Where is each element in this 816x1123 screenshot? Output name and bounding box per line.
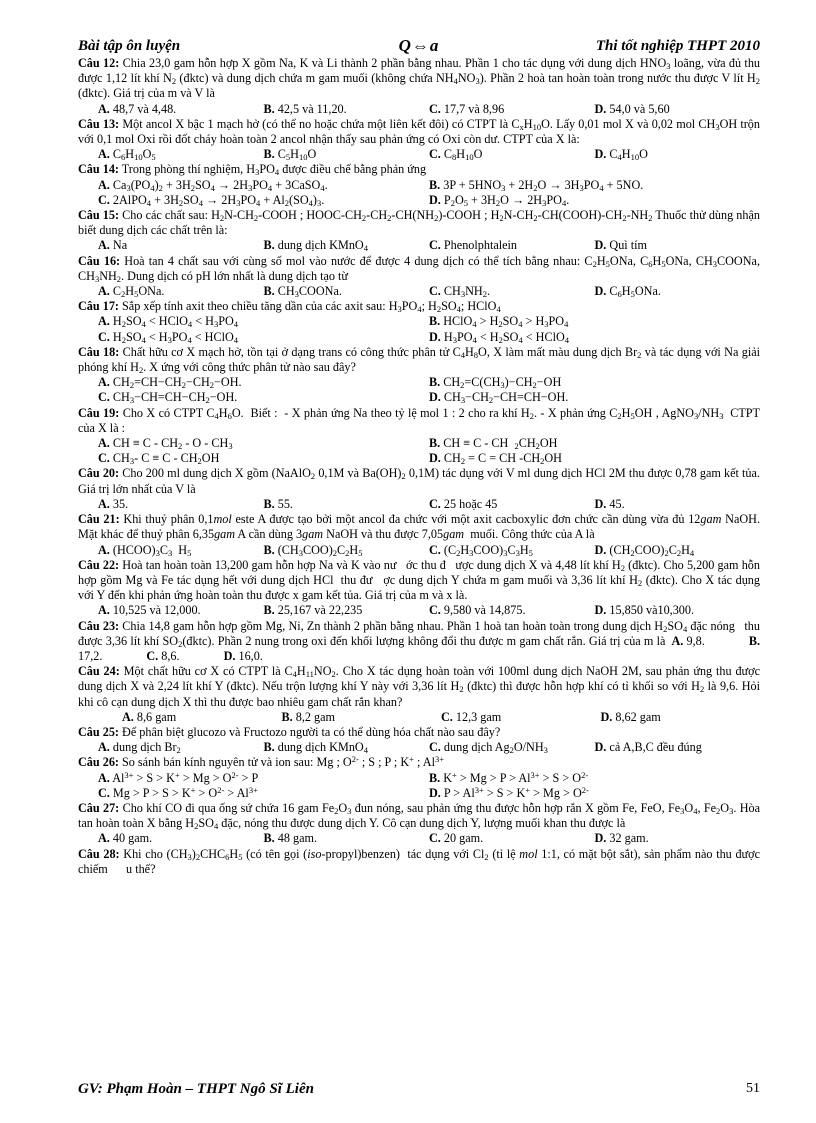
answer-option: D. $(CH_2COO)_2C_2H_4$ [594, 542, 695, 558]
answer-option: C. 17,7 và 8,96 [429, 101, 505, 116]
question-list [78, 56, 760, 877]
answer-option: B. $CH_3COONa$. [263, 284, 342, 300]
question-stem [78, 162, 760, 177]
answer-option: A. 8,6 gam [122, 709, 177, 724]
question-number: Câu 22: [78, 557, 120, 572]
answer-option: D. 45. [594, 496, 625, 511]
answer-option: C. $Mg > P > S > K^+ > O^{2-} > Al^{3+}$ [98, 784, 258, 800]
question-text: Hoà tan 4 chất sau với cùng số mol vào nước để được 4 dung dịch có thể tích bằng nhau: $C_2H_5ONa$, $C_6H_5ONa$, $CH_3COONa$, $CH_3NH_2$. Dung dịch có pH lớn nhất là dung dịch tạo từ [78, 253, 760, 284]
question-text: Chia 14,8 gam hỗn hợp gồm Mg, Ni, Zn thành 2 phần bằng nhau. Phần 1 hoà tan hoàn toàn trong dung dịch $H_2SO_4$ đặc nóng thu được 3,36 lít khí $SO_2(đktc)$. Phần 2 nung trong oxi đến khối lượng không đổi thu được m gam chất rắn. Giá trị của m là [78, 618, 760, 649]
answer-option: B. $3P + 5HNO_3 + 2H_2O \to 3H_3PO_4 + 5NO$. [429, 177, 644, 193]
answer-option: D. $C_6H_5ONa$. [594, 284, 661, 300]
answer-option: C. $(C_2H_3COO)_3C_3H_5$ [429, 542, 533, 558]
answer-options [98, 102, 760, 117]
answer-option: D. 15,850 và10,300. [594, 603, 695, 618]
question-number: Câu 20: [78, 466, 120, 481]
answer-option: A. dung dịch $Br_2$ [98, 740, 181, 756]
question-stem [78, 664, 760, 710]
answer-option: D. 54,0 và 5,60 [594, 101, 670, 116]
header-symbol: Q⇔a [398, 36, 440, 55]
question-stem [78, 117, 760, 147]
question-number: Câu 23: [78, 618, 120, 633]
question-stem [78, 619, 760, 665]
answer-option: A. $C_2H_5ONa$. [98, 284, 165, 300]
question-stem [78, 512, 760, 542]
answer-option: A. $C_6H_{10}O_5$ [98, 147, 156, 163]
question-stem [78, 254, 760, 284]
header-right: Thi tốt nghiệp THPT 2010 [595, 38, 760, 54]
answer-option: D. $CH_3-CH_2-CH=CH-OH$. [429, 390, 569, 406]
answer-option: C. 25 hoặc 45 [429, 496, 498, 511]
answer-option: B. $(CH_3COO)_2C_2H_5$ [263, 542, 363, 558]
question-text: Chia 23,0 gam hỗn hợp X gồm Na, K và Li thành 2 phần bằng nhau. Phần 1 cho tác dụng với dung dịch $HNO_3$ loãng, vừa đủ thu được 1,12 lít khí $N_2$ (đktc) và dung dịch chứa m gam muối (không chứa $NH_4NO_3$). Phần 2 hoà tan hoàn toàn trong nước thu được V lít $H_2$ (đktc). Giá trị của m và V là [78, 56, 761, 101]
answer-options [98, 603, 760, 618]
footer-author: GV: Phạm Hoàn – THPT Ngô Sĩ Liên [78, 1081, 314, 1097]
answer-option: B. 25,167 và 22,235 [263, 603, 363, 618]
answer-option: C. dung dịch $Ag_2O/NH_3$ [429, 740, 548, 756]
question-number: Câu 26: [78, 755, 119, 770]
answer-option: B. $C_5H_{10}O$ [263, 147, 317, 163]
answer-option: C. $H_2SO_4 < H_3PO_4$ < HClO$_4$ [98, 329, 239, 345]
answer-options [98, 238, 760, 253]
answer-option: A. $(HCOO)_3C_3$ $H_5$ [98, 542, 192, 558]
answer-option: A. CH ≡ C - $CH_2$ - O - $CH_3$ [98, 436, 233, 452]
answer-option: B. $K^+ > Mg > P > Al^{3+} > S > O^{2-}$ [429, 769, 589, 785]
question-text: Trong phòng thí nghiệm, $H_3PO_4$ được điều chế bằng phản ứng [118, 162, 427, 178]
question-stem [78, 847, 760, 877]
question-stem [78, 56, 760, 102]
answer-option: D. $H_3PO_4 < H_2SO_4$ < HClO$_4$ [429, 329, 570, 345]
question-number: Câu 13: [78, 116, 120, 131]
question-stem [78, 558, 760, 604]
answer-option: A. $H_2SO_4$ < HClO$_4$ < $H_3PO_4$ [98, 314, 239, 330]
answer-option: C. Phenolphtalein [429, 238, 518, 253]
answer-options [98, 771, 760, 801]
question-number: Câu 28: [78, 846, 120, 861]
answer-option: D. $C_4H_{10}O$ [594, 147, 648, 163]
question-text: Hoà tan hoàn toàn 13,200 gam hỗn hợp Na và K vào nư ớc thu đ ược dung dịch X và 4,48 lít khí $H_2$ (đktc). Cho 5,200 gam hỗn hợp gồm Mg và Fe tác dụng hết với dung dịch HCl thu đư ợc dung dịch Y chứa m gam muối và 3,36 lít khí $H_2$ (đktc). Cho X tác dụng với Y đến khi phản ứng hoàn toàn thu được x gam kết tủa. Giá trị của m và x là. [78, 557, 760, 603]
question-text: Để phân biệt glucozo và Fructozo người ta có thể dùng hóa chất nào sau đây? [118, 724, 501, 739]
answer-option: B. 55. [263, 496, 293, 511]
answer-option: A. 48,7 và 4,48. [98, 101, 177, 116]
question-text: Một chất hữu cơ X có CTPT là $C_4H_{11}NO_2$. Cho X tác dụng hoàn toàn với 100ml dung dịch NaOH 2M, sau phản ứng thu được dung dịch X và 2,24 lít khí Y (đktc). Nếu trộn lượng khí Y này với 3,36 lít $H_2$ (đktc) thì được hỗn hợp khí có tỉ khối so với $H_2$ là 9,6. Hỏi khi cô cạn dung dịch X thì thu được bao nhiêu gam chất rắn khan? [78, 664, 761, 709]
question-text: Cho các chất sau: $H_2N-CH_2$-COOH ; HOOC-$CH_2-CH_2-CH(NH_2)$-COOH ; $H_2N-CH_2-CH(COOH)-CH_2-NH_2$ Thuốc thử dùng nhận biết dung dịch các chất trên là: [78, 208, 760, 238]
question-number: Câu 14: [78, 162, 119, 177]
answer-option: C. $CH_3-CH=CH-CH_2-OH$. [98, 390, 238, 406]
answer-options [98, 497, 760, 512]
answer-option: D. 32 gam. [594, 831, 649, 846]
question-text: Cho X có CTPT $C_4H_6O$. Biết : - X phản ứng Na theo tỷ lệ mol 1 : 2 cho ra khí $H_2$. - X phản ứng $C_2H_5OH$ , $AgNO_3/NH_3$ CTPT của X là : [78, 405, 761, 435]
answer-option: B. dung dịch KMnO$_4$ [263, 740, 368, 756]
question-number: Câu 18: [78, 344, 120, 359]
answer-option: B. HClO$_4$ > $H_2SO_4 > H_3PO_4$ [429, 314, 569, 330]
question-number: Câu 19: [78, 405, 120, 420]
answer-option: A. 9,8. [671, 633, 705, 648]
question-number: Câu 15: [78, 208, 120, 223]
answer-option: A. 10,525 và 12,000. [98, 603, 201, 618]
answer-option: B. 8,2 gam [281, 709, 335, 724]
question-number: Câu 24: [78, 664, 120, 679]
answer-option: C. 12,3 gam [441, 709, 502, 724]
header-left: Bài tập ôn luyện [78, 38, 181, 54]
question-stem [78, 208, 760, 238]
question-number: Câu 25: [78, 724, 119, 739]
answer-options [98, 740, 760, 755]
answer-option: D. 8,62 gam [600, 709, 661, 724]
answer-option: B. dung dịch KMnO$_4$ [263, 238, 368, 254]
answer-option: A. 35. [98, 496, 129, 511]
answer-options [98, 284, 760, 299]
answer-option: D. Quì tím [594, 238, 647, 253]
question-stem [78, 466, 760, 496]
question-text: Khi cho $(CH_3)_2CHC_6H_5$ (có tên gọi (iso-propyl)benzen) tác dụng với $Cl_2$ (tỉ lệ mol 1:1, có mặt bột sắt), sản phẩm nào thu được chiếm u thế? [78, 846, 760, 876]
question-number: Câu 27: [78, 800, 120, 815]
question-text: Một ancol X bậc 1 mạch hở (có thể no hoặc chứa một liên kết đôi) có CTPT là $C_xH_{10}O$. Lấy 0,01 mol X và 0,02 mol $CH_3OH$ trộn với 0,1 mol Oxi rồi đốt cháy hoàn toàn 2 ancol nhận thấy sau phản ứng có Oxi còn dư. CTPT của X là: [78, 116, 760, 147]
answer-options [98, 147, 760, 162]
question-text: Chất hữu cơ X mạch hở, tồn tại ở dạng trans có công thức phân tử $C_4H_8O$, X làm mất màu dung dịch $Br_2$ và tác dụng với Na giải phóng khí $H_2$. X ứng với công thức phân tử nào sau đây? [78, 344, 760, 376]
answer-option: C. $C_8H_{10}O$ [429, 147, 483, 163]
answer-option: B. 48 gam. [263, 831, 317, 846]
answer-option: C. 9,580 và 14,875. [429, 603, 526, 618]
question-number: Câu 17: [78, 299, 119, 314]
answer-option: D. cả A,B,C đều đúng [594, 740, 702, 755]
answer-option: C. 8,6. [146, 648, 180, 663]
answer-options [98, 436, 760, 466]
answer-options [98, 375, 760, 405]
question-stem [78, 406, 760, 436]
question-text: Cho 200 ml dung dịch X gồm (NaAlO$_2$ 0,1M và $Ba(OH)_2$ 0,1M) tác dụng với V ml dung dịch HCl 2M thu được 0,78 gam kết tủa. Giá trị lớn nhất của V là [78, 466, 760, 496]
answer-option: D. $P_2O_5 + 3H_2O \to 2H_3PO_4$. [429, 192, 570, 208]
answer-option: C. $CH_3-$ $C \equiv C - CH_2OH$ [98, 451, 220, 467]
question-stem [78, 755, 760, 770]
question-number: Câu 12: [78, 56, 120, 70]
answer-option: A. $CH_2=CH-CH_2-CH_2-OH$. [98, 375, 242, 391]
answer-option: B. CH ≡ C - CH $_2CH_2OH$ [429, 436, 558, 452]
page-footer [78, 1081, 760, 1103]
answer-option: D. 16,0. [223, 648, 263, 663]
question-stem [78, 801, 760, 831]
answer-options [98, 543, 760, 558]
answer-option: D. $P > Al^{3+} > S > K^+ > Mg > O^{2-}$ [429, 784, 589, 800]
question-stem [78, 299, 760, 314]
question-stem [78, 725, 760, 740]
question-number: Câu 21: [78, 512, 120, 527]
question-text: So sánh bán kính nguyên tử và ion sau: Mg ; $O^{2-}$ ; S ; P ; K+ ; $Al^{3+}$ [118, 754, 445, 770]
page-header [78, 38, 760, 58]
answer-option: A. Na [98, 238, 128, 253]
answer-option: B. 17,2. [78, 633, 760, 663]
answer-option: D. $CH_2 = C$ = CH $-CH_2OH$ [429, 451, 562, 467]
answer-option: A. 40 gam. [98, 831, 153, 846]
page-number: 51 [746, 1081, 760, 1096]
question-text: Cho khí CO đi qua ống sứ chứa 16 gam $Fe_2O_3$ đun nóng, sau phản ứng thu được hỗn hợp rắn X gồm Fe, FeO, $Fe_3O_4$, $Fe_2O_3$. Hòa tan hoàn toàn X bằng $H_2SO_4$ đặc, nóng thu được dung dịch Y. Cô cạn dung dịch Y, lượng muối khan thu được là [78, 800, 761, 832]
question-text: Sắp xếp tính axit theo chiều tăng dần của các axit sau: $H_3PO_4$; $H_2SO_4$; HClO$_4$ [118, 299, 501, 315]
answer-options [98, 831, 760, 846]
answer-option: B. 42,5 và 11,20. [263, 101, 347, 116]
answer-options [122, 710, 760, 725]
answer-option: C. $CH_3NH_2$. [429, 284, 490, 300]
question-stem [78, 345, 760, 375]
answer-option: A. $Al^{3+} > S > K^+ > Mg > O^{2-} > P$ [98, 769, 259, 785]
answer-option: C. 2AlPO$_4$ + $3H_2SO_4 \to 2H_3PO_4 + Al_2(SO_4)_3$. [98, 192, 325, 208]
answer-option: A. $Ca_3(PO_4)_2 + 3H_2SO_4 \to 2H_3PO_4$ + 3CaSO$_4$. [98, 177, 328, 193]
question-number: Câu 16: [78, 253, 121, 268]
question-text: Khi thuỷ phân 0,1mol este A được tạo bởi một ancol đa chức với một axit cacboxylic đơn chức cần dùng vừa đủ 12gam NaOH. Mặt khác để thuỷ phân 6,35gam A cần dùng 3gam NaOH và thu được 7,05gam muối. Công thức của A là [78, 512, 760, 542]
answer-option: B. $CH_2=C(CH_3)-CH_2-OH$ [429, 375, 562, 391]
answer-option: C. 20 gam. [429, 831, 484, 846]
answer-options [98, 178, 760, 208]
answer-options [98, 314, 760, 344]
